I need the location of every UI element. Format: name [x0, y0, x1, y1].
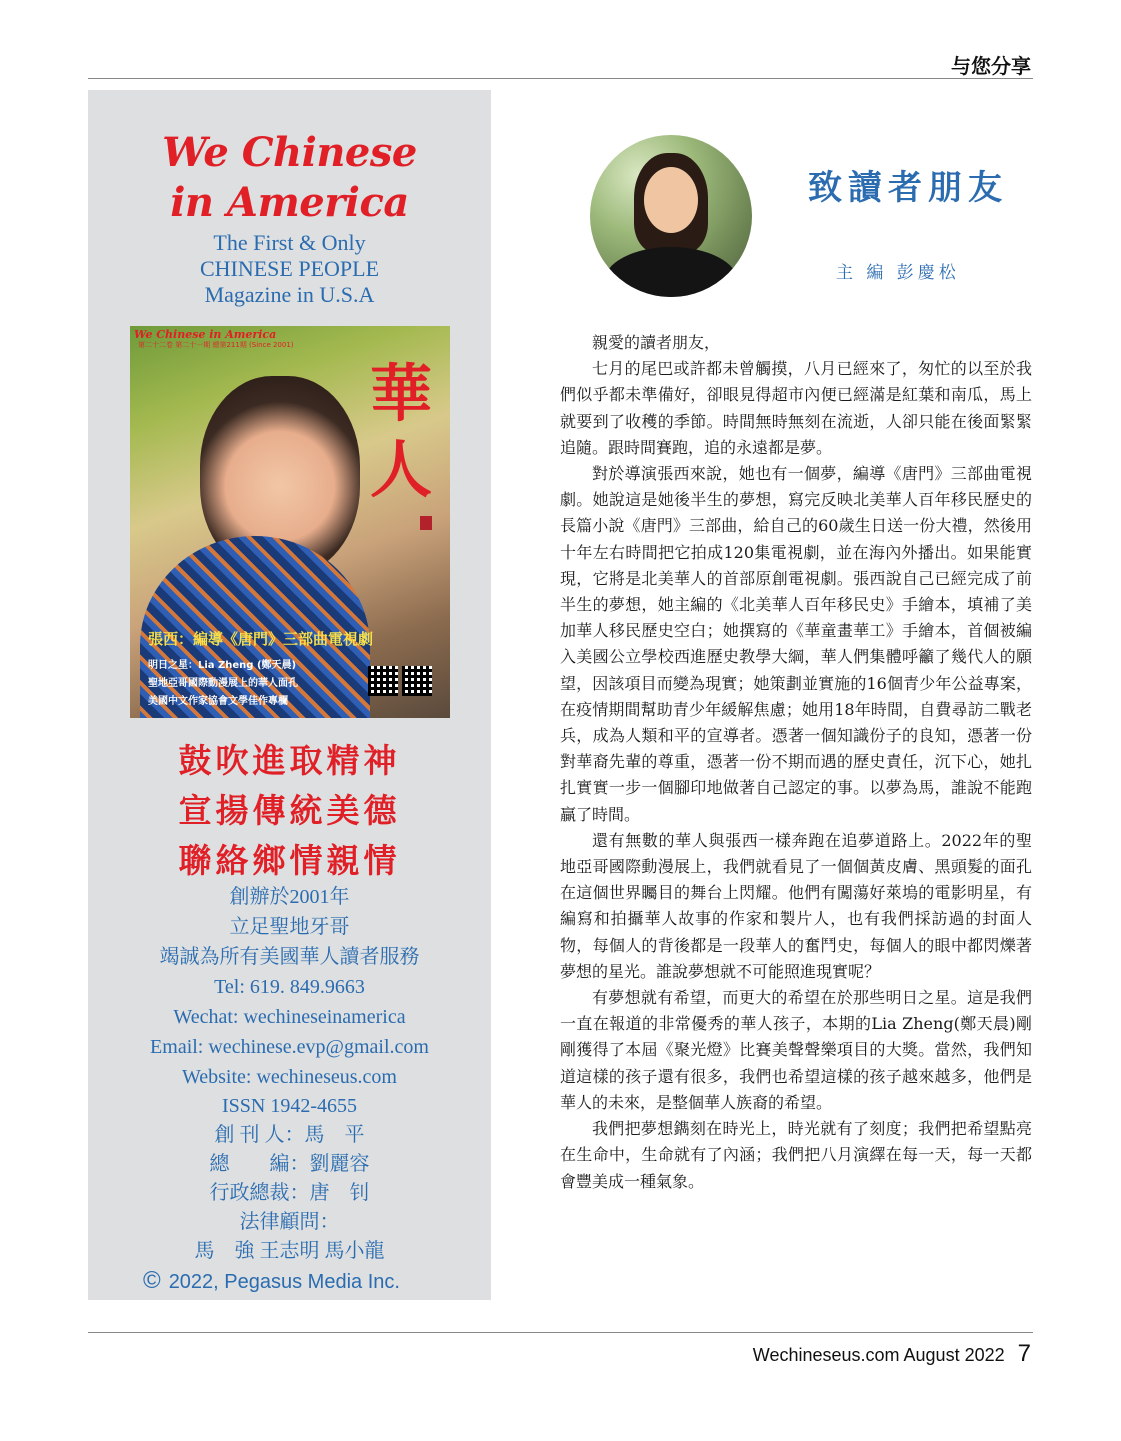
motto-line-1: 鼓吹進取精神 — [178, 741, 401, 780]
cover-masthead: We Chinese in America — [134, 328, 277, 341]
cover-subline: 明日之星：Lia Zheng (鄭天晨) — [148, 660, 297, 671]
cover-headline: 張西：編導《唐門》三部曲電視劇 — [148, 630, 374, 648]
magazine-info-sidebar — [88, 90, 491, 1300]
article-paragraph: 我們把夢想鐫刻在時光上，時光就有了刻度；我們把希望點亮在生命中，生命就有了內涵；我們把八月演繹在每一天，每一天都會豐美成一種氣象。 — [560, 1119, 1032, 1191]
copyright-notice — [143, 1267, 400, 1295]
info-website: Website: wechineseus.com — [182, 1066, 397, 1088]
bottom-divider — [88, 1332, 1033, 1333]
top-divider — [88, 78, 1033, 79]
info-tel: Tel: 619. 849.9663 — [214, 976, 365, 998]
portrait-face — [644, 167, 698, 233]
qr-code-icon — [402, 666, 432, 696]
tagline-line-1: The First & Only — [213, 230, 366, 255]
footer-site: Wechineseus.com — [752, 1345, 900, 1365]
info-chief-editor: 總 編：劉麗容 — [209, 1153, 370, 1175]
info-legal-names: 馬 強 王志明 馬小龍 — [194, 1240, 385, 1262]
article-paragraph: 有夢想就有希望，而更大的希望在於那些明日之星。這是我們一直在報道的非常優秀的華人孩子，本期的Lia Zheng(鄭天晨)剛剛獲得了本屆《聚光燈》比賽美聲聲樂項目的大獎。當然，我們知道這樣的孩子還有很多，我們也希望這樣的孩子越來越多，他們是華人的未來，是整個華人族裔的希望。 — [560, 988, 1032, 1112]
info-founded: 創辦於2001年 — [229, 886, 350, 908]
article-paragraph: 還有無數的華人與張西一樣奔跑在追夢道路上。2022年的聖地亞哥國際動漫展上，我們就看見了一個個黃皮膚、黑頭髮的面孔在這個世界矚目的舞台上閃耀。他們有闖蕩好萊塢的電影明星，有編寫和拍攝華人故事的作家和製片人，也有我們採訪過的封面人物，每個人的背後都是一段華人的奮鬥史，每個人的眼中都閃爍著夢想的星光。誰說夢想就不可能照進現實呢？ — [560, 830, 1032, 981]
motto-line-3: 聯絡鄉情親情 — [178, 841, 401, 880]
info-ceo: 行政總裁：唐 钊 — [209, 1182, 370, 1204]
portrait-shirt — [604, 247, 738, 297]
article-title: 致讀者朋友 — [808, 168, 1008, 208]
cover-dress — [140, 536, 370, 718]
footer-issue: August 2022 — [903, 1345, 1005, 1365]
motto-line-2: 宣揚傳統美德 — [178, 791, 401, 830]
article-paragraph: 七月的尾巴或許都未曾觸摸，八月已經來了，匆忙的以至於我們似乎都未準備好，卻眼見得超市內便已經滿是紅葉和南瓜，馬上就要到了收穫的季節。時間無時無刻在流逝，人卻只能在後面緊緊追隨。跟時間賽跑，追的永遠都是夢。 — [560, 359, 1032, 457]
info-founder: 創 刊 人：馬 平 — [214, 1124, 365, 1146]
copyright-text: 2022, Pegasus Media Inc. — [168, 1271, 400, 1293]
brand-title-line-2: in America — [170, 179, 409, 226]
info-mission: 竭誠為所有美國華人讀者服務 — [159, 946, 420, 968]
tagline-line-2: CHINESE PEOPLE — [199, 256, 380, 281]
info-legal-label: 法律顧問： — [239, 1211, 340, 1233]
article-byline: 主 編 彭慶松 — [836, 263, 960, 283]
cover-big-title: 華人 — [369, 357, 432, 506]
section-label: 与您分享 — [951, 54, 1031, 78]
cover-subline: 聖地亞哥國際動漫展上的華人面孔 — [148, 678, 298, 689]
info-location: 立足聖地牙哥 — [229, 916, 350, 938]
brand-title-line-1: We Chinese — [162, 129, 417, 176]
info-issn: ISSN 1942-4655 — [221, 1095, 357, 1117]
article-body — [560, 330, 1032, 1195]
magazine-cover-image — [130, 326, 450, 718]
info-email: Email: wechinese.evp@gmail.com — [150, 1036, 429, 1058]
info-wechat: Wechat: wechineseinamerica — [173, 1006, 406, 1028]
qr-code-icon — [368, 666, 398, 696]
tagline-line-3: Magazine in U.S.A — [204, 282, 375, 307]
article-paragraph: 親愛的讀者朋友， — [592, 333, 721, 352]
editor-portrait — [590, 135, 752, 297]
cover-issue-line: 第二十二卷 第二十一期 總第211期 (Since 2001) — [138, 341, 294, 349]
cover-seal-icon — [420, 516, 432, 530]
page-footer — [753, 1340, 1031, 1368]
page-number: 7 — [1017, 1340, 1031, 1367]
article-paragraph: 對於導演張西來說，她也有一個夢，編導《唐門》三部曲電視劇。她說這是她後半生的夢想，寫完反映北美華人百年移民歷史的長篇小說《唐門》三部曲，給自己的60歲生日送一份大禮，然後用十年左右時間把它拍成120集電視劇，並在海內外播出。如果能實現，它將是北美華人的首部原創電視劇。張西說自己已經完成了前半生的夢想，她主編的《北美華人百年移民史》手繪本，填補了美加華人移民歷史空白；她撰寫的《華童畫華工》手繪本，首個被編入美國公立學校西進歷史教學大綱，華人們集體呼籲了幾代人的願望，因該項目而變為現實；她策劃並實施的16個青少年公益專案，在疫情期間幫助青少年緩解焦慮；她用18年時間，自費尋訪二戰老兵，成為人類和平的宣導者。憑著一個知識份子的良知，憑著一份對華裔先輩的尊重，憑著一份不期而遇的歷史責任，沉下心，她扎扎實實一步一個腳印地做著自己認定的事。以夢為馬，誰說不能跑贏了時間。 — [560, 464, 1032, 824]
copyright-icon: © — [143, 1267, 161, 1294]
cover-subline: 美國中文作家協會文學佳作專欄 — [148, 696, 288, 707]
